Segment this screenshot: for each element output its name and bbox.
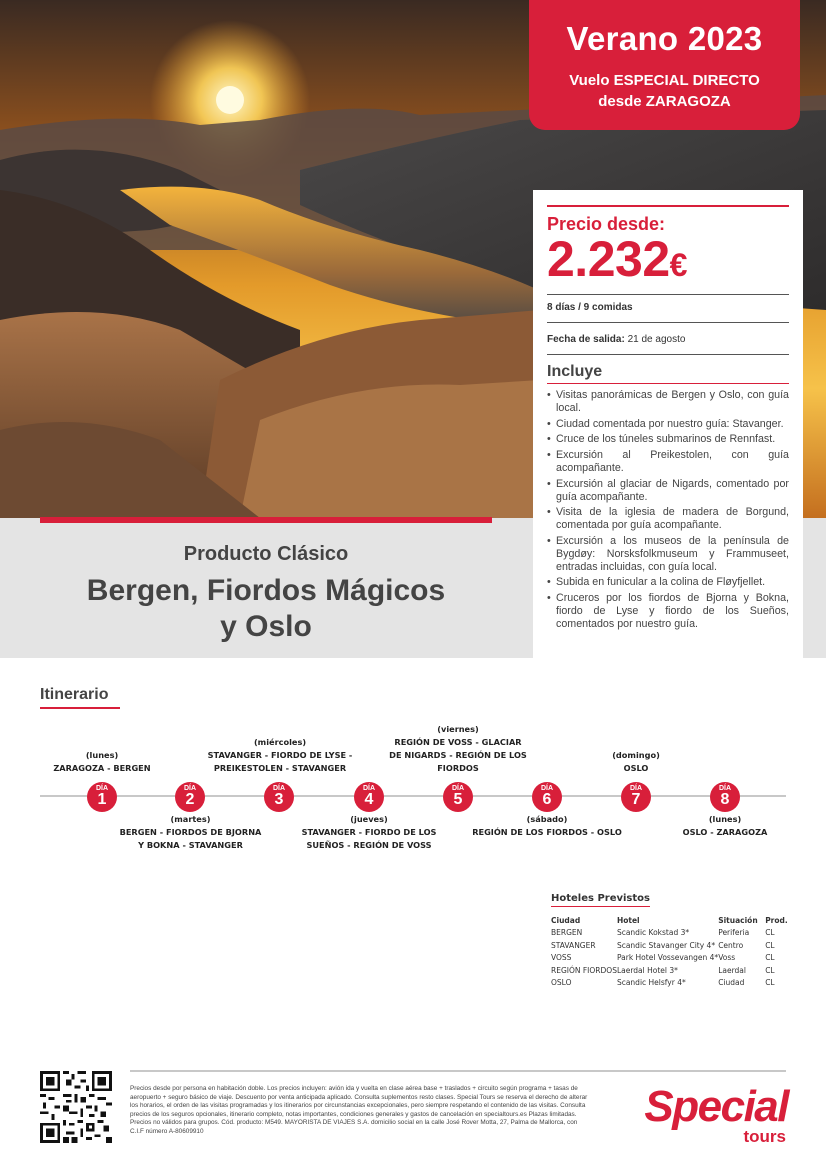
day-badge-5 [443, 782, 473, 812]
day-badge-3 [264, 782, 294, 812]
cell: Laerdal Hotel 3* [616, 965, 678, 975]
includes-list [547, 389, 789, 631]
day-route: REGIÓN DE LOS FIORDOS - OSLO [472, 827, 622, 837]
list-item: • Excursión a los museos de la península de Bygdøy: Norsksfolkmuseum y Frammuseet, entradas incluidas, con guía local. [547, 535, 789, 573]
day-route: BERGEN - FIORDOS DE BJORNA Y BOKNA - STAVANGER [119, 827, 262, 850]
day-number: 2 [185, 791, 195, 808]
product-title [40, 573, 492, 645]
list-item: • Visitas panorámicas de Bergen y Oslo, con guía local. [547, 389, 789, 415]
qr-code-icon[interactable] [40, 1071, 112, 1143]
cell: Scandic Kokstad 3* [616, 928, 690, 937]
price-panel-topline [547, 205, 789, 207]
includes-title: Incluye [547, 363, 789, 384]
day-label-2 [118, 813, 263, 852]
day-word: DÍA [451, 785, 465, 792]
cell: Centro [718, 940, 744, 950]
day-badge-2 [175, 782, 205, 812]
day-route: STAVANGER - FIORDO DE LOS SUEÑOS - REGIÓN DE VOSS [301, 827, 437, 850]
day-label-6 [472, 813, 622, 839]
promo-subtitle [529, 70, 800, 112]
promo-line2: desde ZARAGOZA [598, 93, 731, 110]
departure-date [547, 323, 789, 354]
day-route: OSLO - ZARAGOZA [682, 827, 768, 837]
day-word: DÍA [718, 785, 732, 792]
cell: VOSS [551, 953, 572, 962]
day-label-8 [670, 813, 780, 839]
day-word: DÍA [362, 785, 376, 792]
promo-line1: Vuelo ESPECIAL DIRECTO [569, 72, 760, 89]
day-route: REGIÓN DE VOSS - GLACIAR DE NIGARDS - REGIÓN DE LOS FIORDOS [389, 737, 527, 773]
day-number: 7 [631, 791, 641, 808]
cell: Voss [718, 953, 736, 962]
day-label-5 [388, 723, 528, 775]
list-item: • Subida en funicular a la colina de Fløyfjellet. [547, 576, 789, 589]
day-label-4 [300, 813, 438, 852]
cell: STAVANGER [551, 940, 596, 950]
day-badge-4 [354, 782, 384, 812]
timeline-line [40, 795, 786, 797]
promo-banner [529, 0, 800, 130]
day-number: 3 [274, 791, 284, 808]
footer-divider [130, 1070, 786, 1072]
departure-label: Fecha de salida: [547, 334, 625, 345]
price-amount [547, 231, 789, 289]
day-label-1 [42, 749, 162, 775]
list-item: • Excursión al glaciar de Nigards, comentado por guía acompañante. [547, 478, 789, 504]
day-word: DÍA [629, 785, 643, 792]
list-item: • Excursión al Preikestolen, con guía acompañante. [547, 449, 789, 475]
product-subtitle: Producto Clásico [183, 543, 349, 565]
day-weekday: (jueves) [350, 814, 388, 824]
cell: Scandic Helsfyr 4* [616, 978, 686, 987]
cell: CL [765, 965, 775, 975]
table-row [551, 927, 795, 940]
legal-text: Precios desde por persona en habitación doble. Los precios incluyen: avión ida y vuelta en clase aérea base + traslados + circuito según programa + tasas de aeropuerto + seguro básico de viaje. Descuento por venta anticipada aplicado. Consulta suplementos resto clases. Special Tours se reserva el derecho de alterar los horarios, el orden de las visitas programadas y los itinerarios por circunstancias excepcionales, pero siempre respetando el contenido de las visitas. Consulta precios de los seguros opcionales, itinerario completo, notas importantes, condiciones generales y gastos de cancelación en specialtours.es Plazas limitadas. Precios no válidos para grupos. Cód. producto: M549. MAYORISTA DE VIAJES S.A. domicilio social en la calle José Rover Motta, 27, Palma de Mallorca, con C.I.F número A-80609910 [130, 1085, 588, 1135]
table-header-row [551, 916, 795, 927]
hotels-grid [551, 916, 795, 990]
itinerary-underline [40, 707, 120, 709]
day-weekday: (sábado) [526, 814, 568, 824]
cell: REGIÓN FIORDOS [551, 965, 617, 975]
day-weekday: (martes) [170, 814, 211, 824]
col-header: Ciudad [551, 916, 581, 925]
day-route: STAVANGER - FIORDO DE LYSE - PREIKESTOLEN - STAVANGER [207, 750, 353, 773]
special-tours-logo [626, 1082, 788, 1146]
cell: Periferia [718, 928, 750, 937]
divider [547, 354, 789, 355]
day-weekday: (domingo) [612, 750, 660, 760]
col-header: Hotel [616, 916, 640, 925]
trip-duration [547, 295, 789, 322]
cell: CL [765, 928, 775, 937]
day-badge-7 [621, 782, 651, 812]
day-number: 1 [97, 791, 107, 808]
day-number: 8 [720, 791, 730, 808]
cell: CL [765, 940, 775, 950]
promo-title: Verano 2023 [566, 20, 763, 57]
table-row [551, 952, 795, 965]
day-weekday: (lunes) [708, 814, 742, 824]
logo-word-special: Special [644, 1082, 788, 1131]
departure-value: 21 de agosto [627, 334, 686, 345]
table-row [551, 977, 795, 990]
day-badge-6 [532, 782, 562, 812]
day-route: ZARAGOZA - BERGEN [53, 763, 151, 773]
day-word: DÍA [540, 785, 554, 792]
price-label: Precio desde: [547, 214, 666, 234]
cell: OSLO [551, 978, 572, 987]
day-label-3 [204, 736, 356, 775]
cell: Laerdal [718, 965, 746, 975]
duration-text: 8 días / 9 comidas [547, 302, 633, 313]
day-weekday: (miércoles) [253, 737, 307, 747]
list-item: • Cruce de los túneles submarinos de Rennfast. [547, 433, 789, 446]
day-word: DÍA [272, 785, 286, 792]
day-weekday: (lunes) [85, 750, 119, 760]
day-badge-1 [87, 782, 117, 812]
cell: BERGEN [551, 928, 583, 937]
cell: Scandic Stavanger City 4* [616, 940, 716, 950]
day-word: DÍA [95, 785, 109, 792]
col-header: Prod. [765, 916, 788, 925]
day-number: 4 [364, 791, 374, 808]
day-label-7 [586, 749, 686, 775]
day-weekday: (viernes) [437, 724, 479, 734]
cell: CL [765, 953, 775, 962]
price-panel [533, 190, 803, 658]
list-item: • Visita de la iglesia de madera de Borgund, comentada por guía acompañante. [547, 506, 789, 532]
table-row [551, 965, 795, 978]
title-accent-line [40, 517, 492, 523]
day-word: DÍA [183, 785, 197, 792]
list-item: • Cruceros por los fiordos de Bjorna y Bokna, fiordo de Lyse y fiordo de los Sueños, comentados por nuestro guía. [547, 592, 789, 630]
cell: Park Hotel Vossevangen 4* [616, 953, 719, 962]
price-currency: € [669, 247, 687, 283]
list-item: • Ciudad comentada por nuestro guía: Stavanger. [547, 418, 789, 431]
day-number: 5 [453, 791, 463, 808]
price-value: 2.232 [547, 231, 670, 287]
table-row [551, 940, 795, 953]
itinerary-title: Itinerario [40, 686, 109, 703]
product-title-line2: y Oslo [220, 610, 312, 643]
col-header: Situación [718, 916, 758, 925]
cell: CL [765, 978, 775, 987]
day-route: OSLO [623, 763, 649, 773]
cell: Ciudad [718, 978, 745, 987]
day-badge-8 [710, 782, 740, 812]
hotels-table [551, 893, 795, 990]
product-title-line1: Bergen, Fiordos Mágicos [86, 574, 446, 607]
logo-word-tours: tours [743, 1127, 786, 1146]
day-number: 6 [542, 791, 552, 808]
hotels-title: Hoteles Previstos [551, 893, 650, 907]
